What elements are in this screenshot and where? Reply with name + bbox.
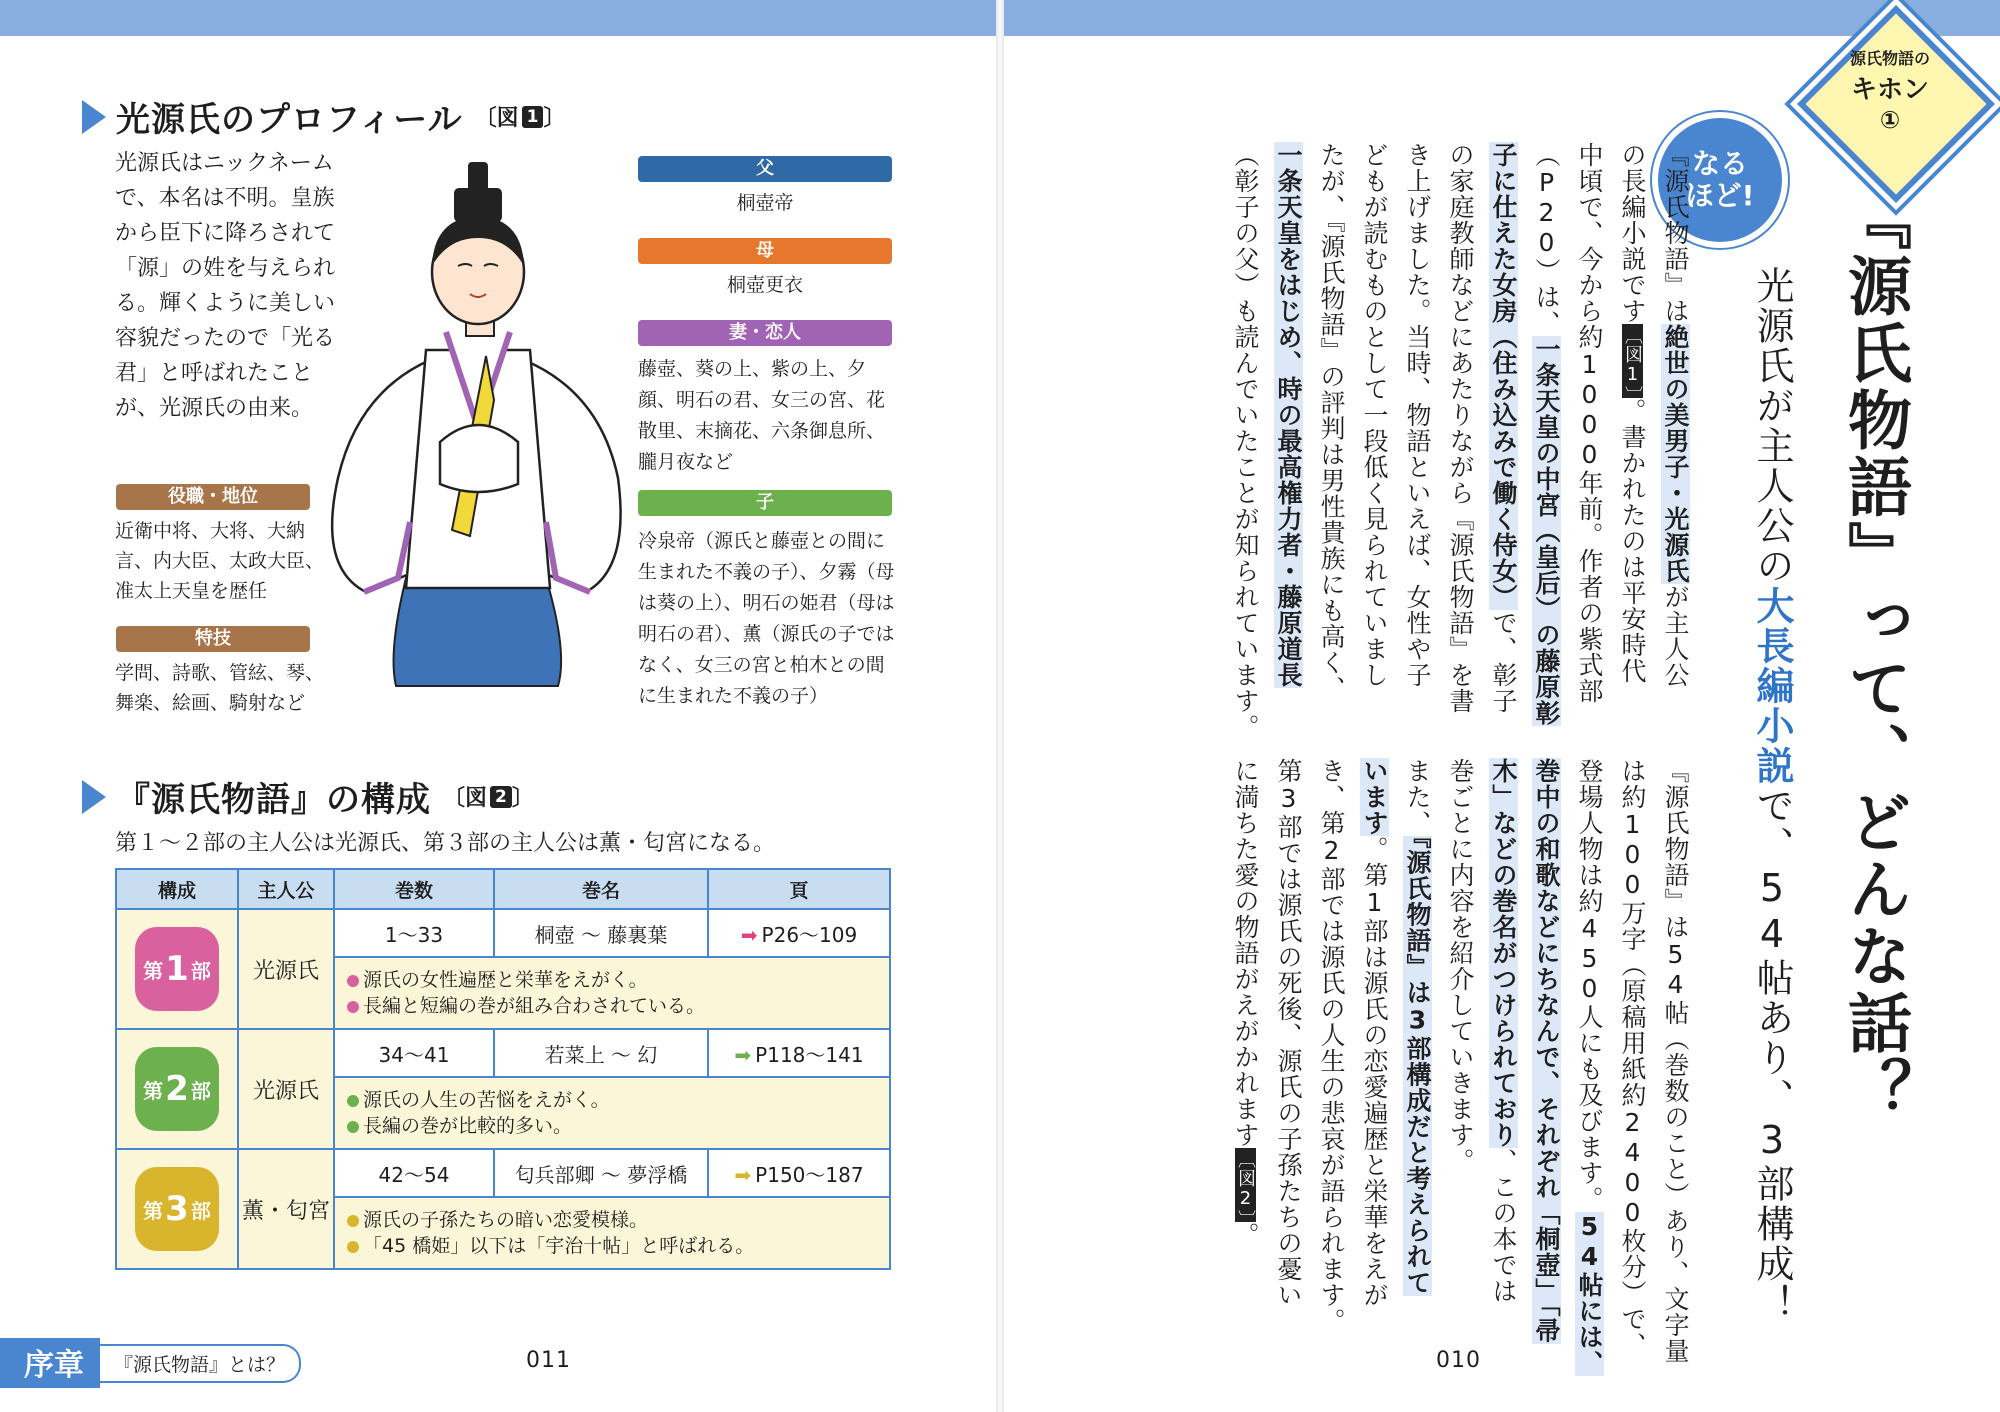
pages-cell: ➡ P150～187 [708,1149,890,1197]
bullet-icon [347,1215,359,1227]
protagonist-cell: 薫・匂宮 [238,1149,334,1269]
bullet-icon [347,1001,359,1013]
mother-label: 母 [638,238,892,264]
page-title: 『源氏物語』って、どんな話？ [1837,186,1911,1124]
arrow-right-icon: ➡ [734,1162,752,1187]
children-label: 子 [638,490,892,516]
arrow-right-icon: ➡ [734,1042,752,1067]
heading-triangle-icon [82,100,106,134]
bullet-icon [347,1095,359,1107]
part-cell [116,1029,238,1149]
description-cell: 源氏の女性遍歴と栄華をえがく。 長編と短編の巻が組み合わされている。 [334,957,890,1029]
kihon-badge: 源氏物語の キホン ① [1798,6,1982,190]
part-badge: 第 3 部 [135,1167,219,1251]
chapter-footer-tab [0,1338,301,1388]
arrow-right-icon: ➡ [740,922,758,947]
father-text: 桐壺帝 [736,192,794,214]
protagonist-cell: 光源氏 [238,1029,334,1149]
figure-tag: 〔 図 2 〕 [443,786,534,811]
structure-table [115,868,891,1270]
header-volumes: 巻数 [334,869,494,909]
naruhodo-badge: なる ほど! [1658,118,1782,242]
profile-heading: 光源氏のプロフィール 〔 図 1 〕 [82,92,566,141]
header-names: 巻名 [494,869,708,909]
names-cell: 桐壺 ～ 藤裏葉 [494,909,708,957]
table-row [116,1149,890,1197]
father-label: 父 [638,156,892,182]
part-badge: 第 2 部 [135,1047,219,1131]
position-text: 近衛中将、大将、大納言、内大臣、太政大臣、准太上天皇を歴任 [115,520,325,602]
description-cell: 源氏の子孫たちの暗い恋愛模様。 「45 橋姫」以下は「宇治十帖」と呼ばれる。 [334,1197,890,1269]
heading-triangle-icon [82,780,106,814]
wives-label: 妻・恋人 [638,320,892,346]
bullet-icon [347,1121,359,1133]
chapter-title: 『源氏物語』とは？ [100,1344,301,1383]
header-part: 構成 [116,869,238,909]
pages-cell: ➡ P26～109 [708,909,890,957]
chapter-label: 序章 [0,1338,100,1388]
pages-cell: ➡ P118～141 [708,1029,890,1077]
volumes-cell: 1～33 [334,909,494,957]
header-pages: 頁 [708,869,890,909]
part-badge: 第 1 部 [135,927,219,1011]
mother-text: 桐壺更衣 [726,274,803,296]
page-subtitle: 光源氏が主人公の大長編小説で、54帖あり、3部構成！ [1750,266,1794,1324]
volumes-cell: 34～41 [334,1029,494,1077]
bullet-icon [347,975,359,987]
figure-tag: 〔 図 1 〕 [474,106,566,131]
volumes-cell: 42～54 [334,1149,494,1197]
profile-intro-text: 光源氏はニックネームで、本名は不明。皇族から臣下に降ろされて「源」の姓を与えられる。輝くように美しい容貌だったので「光る君」と呼ばれたことが、光源氏の由来。 [115,151,336,421]
names-cell: 匂兵部卿 ～ 夢浮橋 [494,1149,708,1197]
body-paragraph-2: 『源氏物語』は54帖（巻数のこと）あり、文字量 は約100万字（原稿用紙約2400枚分）で、 登場人物は約450人にも及びます。54帖には、 巻中の和歌などにちなんで、それぞれ「桐壺」「帚 木」などの巻名がつけられており、この本では 巻ごとに内容を紹介していきます。 また、『源氏物語』は3部構成だと考えられて います。第1部は源氏の恋愛遍歴と栄華をえが き、第2部では源氏の人生の悲哀が語られます。 第3部では源氏の死後、源氏の子孫たちの憂い に満ちた愛の物語がえがかれます〔図2〕。 [1231,758,1690,1376]
names-cell: 若菜上 ～ 幻 [494,1029,708,1077]
children-text: 冷泉帝（源氏と藤壺との間に生まれた不義の子）、夕霧（母は葵の上）、明石の姫君（母は明石の君）、薫（源氏の子ではなく、女三の宮と柏木との間に生まれた不義の子） [638,530,895,707]
hikaru-genji-illustration [318,160,628,700]
description-cell: 源氏の人生の苦悩をえがく。 長編の巻が比較的多い。 [334,1077,890,1149]
table-row [116,909,890,957]
skills-label: 特技 [116,626,310,652]
position-label: 役職・地位 [116,484,310,510]
page-number-left: 011 [526,1348,571,1373]
skills-text: 学問、詩歌、管絃、琴、舞楽、絵画、騎射など [115,662,325,714]
page-010 [1004,0,2000,1412]
part-cell [116,909,238,1029]
structure-heading: 『源氏物語』の構成 〔 図 2 〕 [82,772,534,821]
body-paragraph-1: 『源氏物語』は絶世の美男子・光源氏が主人公 の長編小説です〔図1〕。書かれたのは平安時代 中頃で、今から約1000年前。作者の紫式部 （P20）は、一条天皇の中宮（皇后）の藤原彰 子に仕えた女房（住み込みで働く侍女）で、彰子 の家庭教師などにあたりながら『源氏物語』を書 き上げました。当時、物語といえば、女性や子 どもが読むものとして一段低く見られていまし たが、『源氏物語』の評判は男性貴族にも高く、 一条天皇をはじめ、時の最高権力者・藤原道長 （彰子の父）も読んでいたことが知られています。 [1231,142,1690,740]
wives-text: 藤壺、葵の上、紫の上、夕顔、明石の君、女三の宮、花散里、末摘花、六条御息所、朧月夜など [638,358,886,473]
table-header-row [116,869,890,909]
page-011 [0,0,996,1412]
protagonist-cell: 光源氏 [238,909,334,1029]
structure-subtitle: 第１～２部の主人公は光源氏、第３部の主人公は薫・匂宮になる。 [115,831,776,856]
bullet-icon [347,1241,359,1253]
table-row [116,1029,890,1077]
part-cell [116,1149,238,1269]
page-gutter [996,0,1004,1412]
header-protagonist: 主人公 [238,869,334,909]
page-number-right: 010 [1436,1348,1481,1373]
